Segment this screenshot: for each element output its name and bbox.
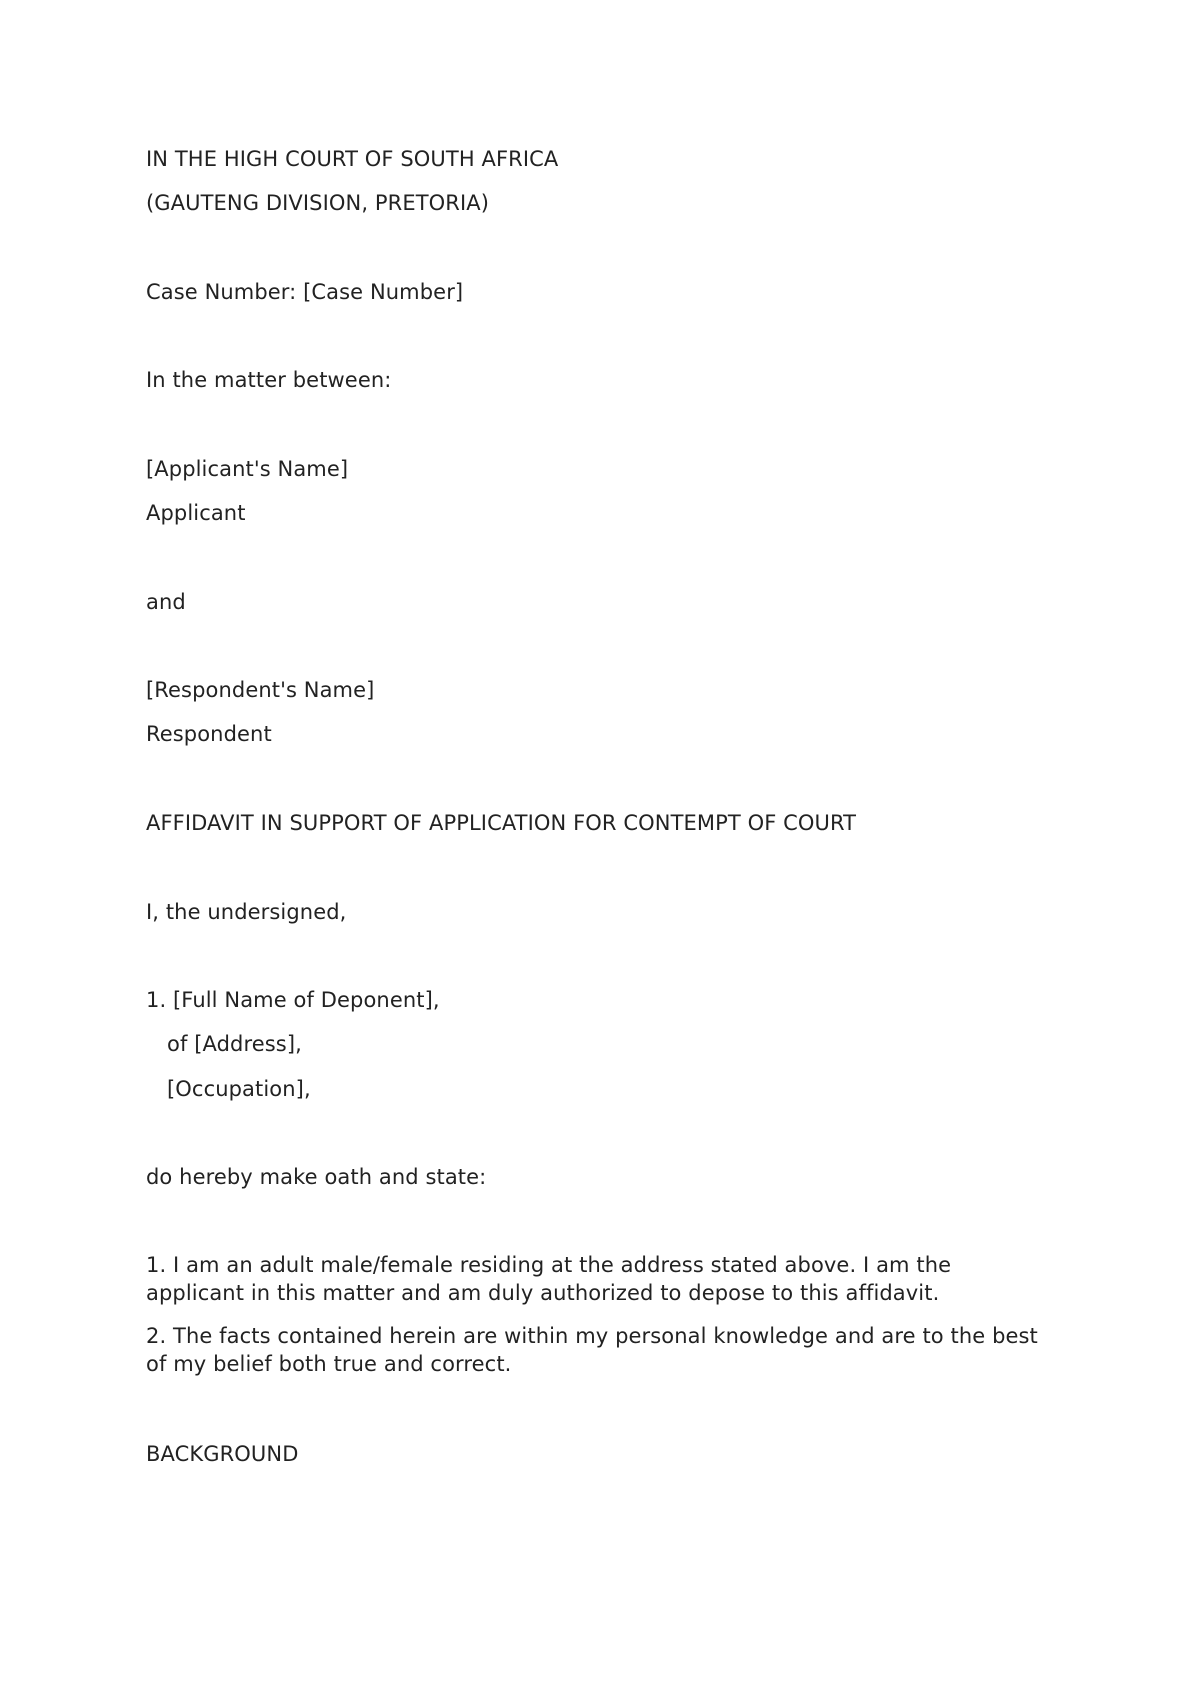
oath-line: do hereby make oath and state:	[146, 1165, 487, 1189]
deponent-occupation: [Occupation],	[167, 1077, 311, 1101]
applicant-label: Applicant	[146, 501, 246, 525]
court-division: (GAUTENG DIVISION, PRETORIA)	[146, 191, 490, 215]
respondent-label: Respondent	[146, 722, 272, 746]
case-number: Case Number: [Case Number]	[146, 280, 464, 304]
paragraph-1: 1. I am an adult male/female residing at the address stated above. I am the applicant in this matter and am duly authorized to depose to this affidavit.	[146, 1253, 952, 1305]
deponent-address: of [Address],	[167, 1032, 302, 1056]
matter-between: In the matter between:	[146, 368, 392, 392]
paragraph-2: 2. The facts contained herein are within my personal knowledge and are to the best of my belief both true and correct.	[146, 1324, 1038, 1376]
section-heading-background: BACKGROUND	[146, 1442, 299, 1466]
affidavit-title: AFFIDAVIT IN SUPPORT OF APPLICATION FOR CONTEMPT OF COURT	[146, 811, 857, 835]
respondent-name: [Respondent's Name]	[146, 678, 375, 702]
undersigned-line: I, the undersigned,	[146, 900, 347, 924]
deponent-name: 1. [Full Name of Deponent],	[146, 988, 440, 1012]
and-separator: and	[146, 590, 186, 614]
court-name: IN THE HIGH COURT OF SOUTH AFRICA	[146, 147, 559, 171]
applicant-name: [Applicant's Name]	[146, 457, 349, 481]
